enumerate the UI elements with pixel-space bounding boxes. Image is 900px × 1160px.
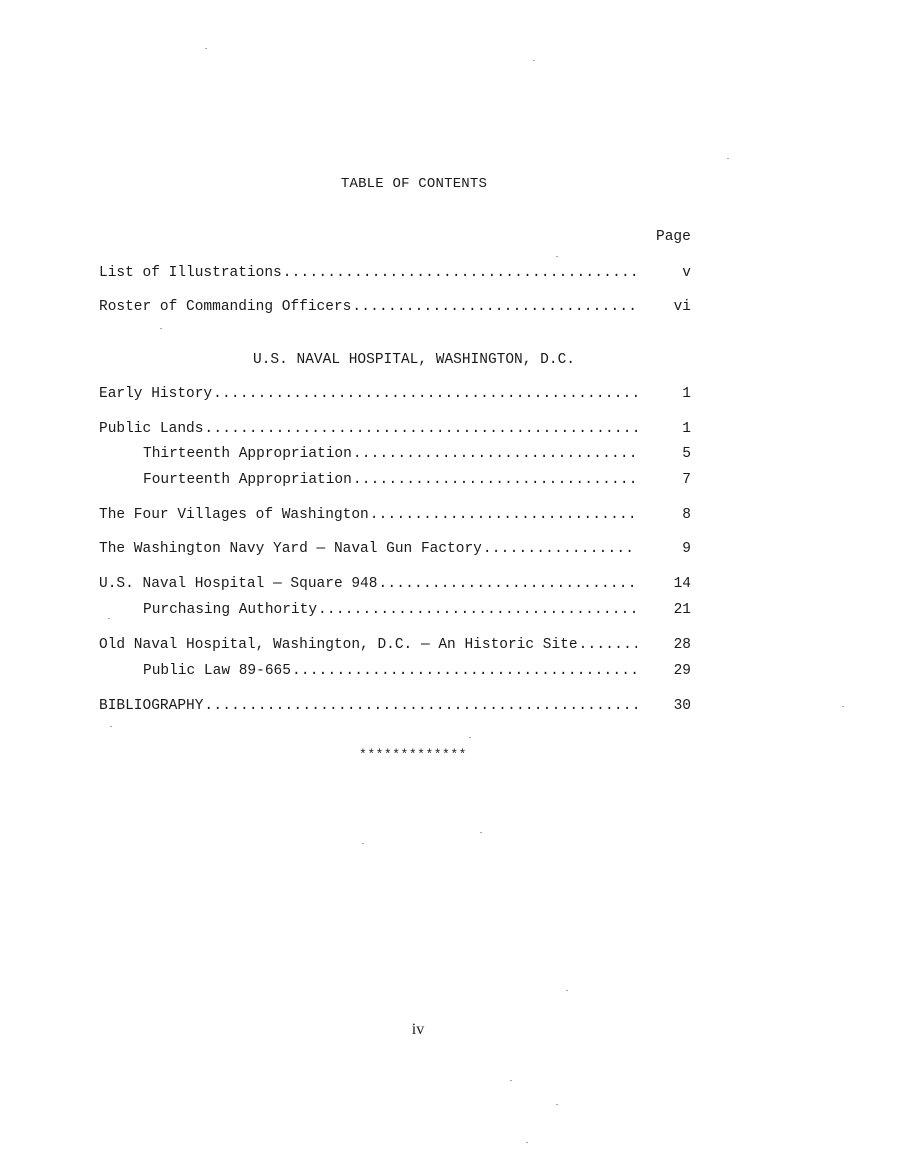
toc-entry-label: Public Law 89-665 (143, 663, 291, 679)
toc-entry-bibliography (99, 698, 691, 718)
toc-leader-dots (213, 386, 637, 402)
toc-entry-early-history (99, 386, 691, 406)
scan-speck (205, 48, 207, 49)
scan-speck (727, 158, 729, 159)
toc-entry-four-villages (99, 507, 691, 527)
toc-entry-page: 1 (682, 421, 691, 437)
toc-entry-label: Public Lands (99, 421, 204, 437)
scan-speck (842, 706, 844, 707)
toc-entry-thirteenth-appropriation (143, 446, 691, 466)
toc-leader-dots (352, 299, 637, 315)
toc-leader-dots (378, 576, 637, 592)
scan-speck (510, 1080, 512, 1081)
toc-entry-page: 7 (682, 472, 691, 488)
toc-entry-washington-navy-yard (99, 541, 691, 561)
toc-entry-page: 21 (673, 602, 691, 618)
scan-speck (480, 832, 482, 833)
toc-entry-fourteenth-appropriation (143, 472, 691, 492)
scan-speck (108, 618, 110, 619)
scan-speck (110, 726, 112, 727)
toc-entry-label: List of Illustrations (99, 265, 282, 281)
toc-entry-label: Early History (99, 386, 213, 402)
toc-entry-roster-of-commanding-officers (99, 299, 691, 319)
toc-entry-page: 1 (682, 386, 691, 402)
toc-leader-dots (579, 637, 637, 653)
toc-entry-page: vi (673, 299, 691, 315)
section-heading: U.S. NAVAL HOSPITAL, WASHINGTON, D.C. (253, 352, 575, 368)
toc-entry-page: v (682, 265, 691, 281)
toc-leader-dots (204, 421, 637, 437)
toc-entry-label: Purchasing Authority (143, 602, 318, 618)
separator-asterisks: ************* (359, 747, 467, 762)
toc-entry-list-of-illustrations (99, 265, 691, 285)
toc-entry-page: 28 (673, 637, 691, 653)
toc-entry-page: 29 (673, 663, 691, 679)
scan-speck (160, 328, 162, 329)
scan-speck (556, 1104, 558, 1105)
toc-entry-public-law (143, 663, 691, 683)
scan-speck (533, 60, 535, 61)
toc-entry-label: Thirteenth Appropriation (143, 446, 352, 462)
toc-entry-label: U.S. Naval Hospital — Square 948 (99, 576, 378, 592)
toc-entry-page: 9 (682, 541, 691, 557)
scan-speck (566, 990, 568, 991)
scan-speck (526, 1142, 528, 1143)
toc-leader-dots (283, 265, 637, 281)
toc-entry-label: Fourteenth Appropriation (143, 472, 352, 488)
toc-entry-page: 30 (673, 698, 691, 714)
toc-leader-dots (353, 472, 637, 488)
toc-leader-dots (353, 446, 637, 462)
toc-entry-label: The Four Villages of Washington (99, 507, 369, 523)
page-title: TABLE OF CONTENTS (340, 176, 488, 192)
toc-entry-label: Roster of Commanding Officers (99, 299, 352, 315)
toc-entry-label: The Washington Navy Yard — Naval Gun Factory (99, 541, 482, 557)
page-column-header: Page (656, 229, 691, 245)
toc-leader-dots (318, 602, 637, 618)
toc-entry-purchasing-authority (143, 602, 691, 622)
toc-entry-label: BIBLIOGRAPHY (99, 698, 204, 714)
scan-speck (556, 256, 558, 257)
page-number: iv (411, 1021, 425, 1038)
toc-leader-dots (292, 663, 637, 679)
toc-entry-historic-site (99, 637, 691, 657)
toc-entry-page: 14 (673, 576, 691, 592)
scan-speck (469, 737, 471, 738)
toc-entry-public-lands (99, 421, 691, 441)
toc-leader-dots (204, 698, 637, 714)
toc-leader-dots (483, 541, 637, 557)
toc-entry-page: 8 (682, 507, 691, 523)
toc-entry-page: 5 (682, 446, 691, 462)
scan-speck (362, 843, 364, 844)
toc-entry-label: Old Naval Hospital, Washington, D.C. — An Historic Site (99, 637, 578, 653)
toc-entry-square-948 (99, 576, 691, 596)
toc-leader-dots (370, 507, 637, 523)
